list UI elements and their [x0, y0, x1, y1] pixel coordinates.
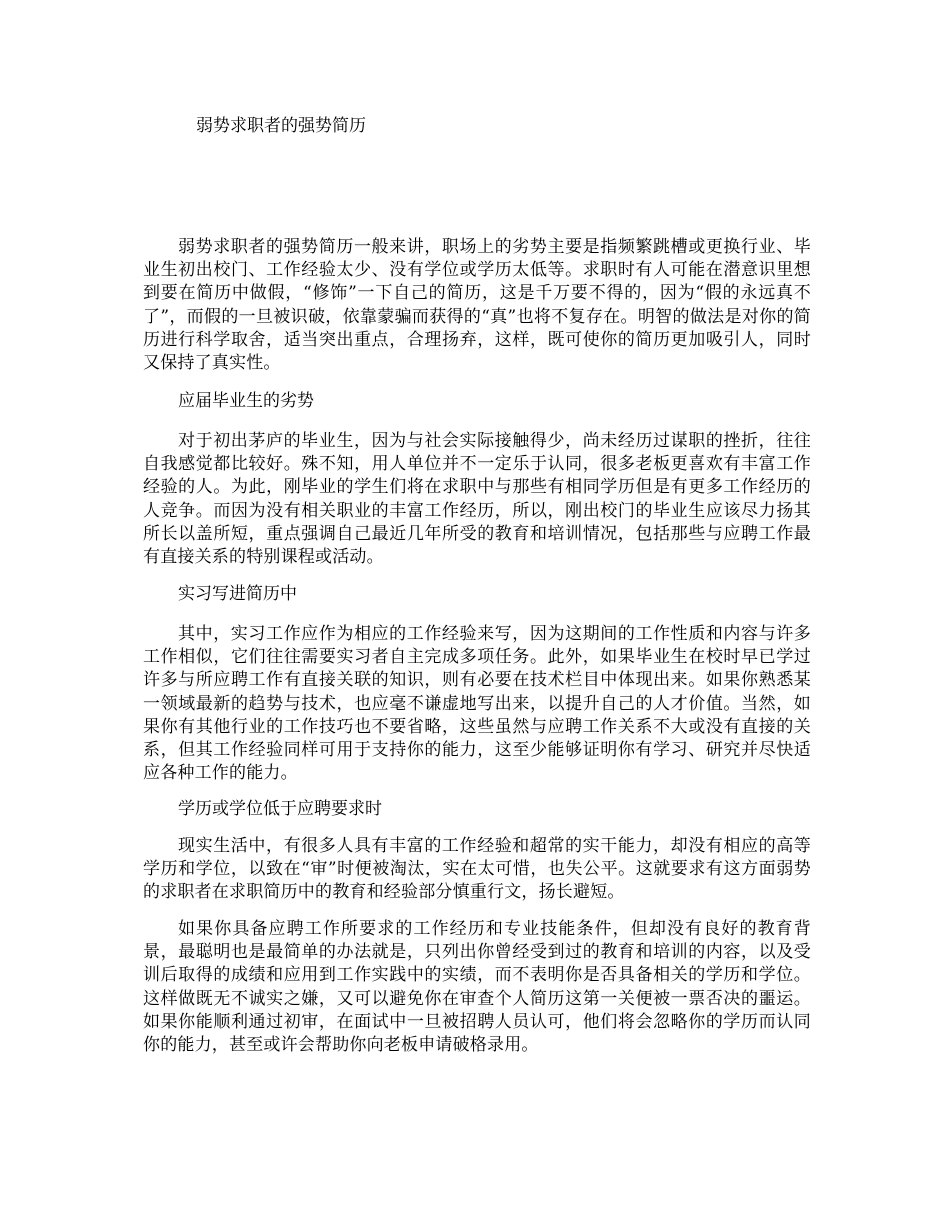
section-heading: 学历或学位低于应聘要求时 — [178, 799, 382, 819]
intro-paragraph: 弱势求职者的强势简历一般来讲，职场上的劣势主要是指频繁跳槽或更换行业、毕业生初出校门、工作经验太少、没有学位或学历太低等。求职时有人可能在潜意识里想到要在简历中做假，“修饰”一下自己的简历，这是千万要不得的，因为“假的永远真不了”，而假的一旦被识破，依靠蒙骗而获得的“真”也将不复存在。明智的做法是对你的简历进行科学取舍，适当突出重点，合理扬弃，这样，既可使你的简历更加吸引人，同时又保持了真实性。 — [143, 237, 811, 374]
section-paragraph: 其中，实习工作应作为相应的工作经验来写，因为这期间的工作性质和内容与许多工作相似，它们往往需要实习者自主完成多项任务。此外，如果毕业生在校时早已学过许多与所应聘工作有直接关联的知识，则有必要在技术栏目中体现出来。如果你熟悉某一领域最新的趋势与技术，也应毫不谦虚地写出来，以提升自己的人才价值。当然，如果你有其他行业的工作技巧也不要省略，这些虽然与应聘工作关系不大或没有直接的关系，但其工作经验同样可用于支持你的能力，这至少能够证明你有学习、研究并尽快适应各种工作的能力。 — [143, 624, 811, 784]
document-title: 弱势求职者的强势简历 — [196, 116, 366, 136]
section-heading: 实习写进简历中 — [178, 584, 297, 604]
section-paragraph: 现实生活中，有很多人具有丰富的工作经验和超常的实干能力，却没有相应的高等学历和学位，以致在“审”时便被淘汰，实在太可惜，也失公平。这就要求有这方面弱势的求职者在求职简历中的教育和经验部分慎重行文，扬长避短。 — [143, 836, 811, 903]
closing-paragraph: 如果你具备应聘工作所要求的工作经历和专业技能条件，但却没有良好的教育背景，最聪明也是最简单的办法就是，只列出你曾经受到过的教育和培训的内容，以及受训后取得的成绩和应用到工作实践中的实绩，而不表明你是否具备相关的学历和学位。这样做既无不诚实之嫌，又可以避免你在审查个人简历这第一关便被一票否决的噩运。如果你能顺利通过初审，在面试中一旦被招聘人员认可，他们将会忽略你的学历而认同你的能力，甚至或许会帮助你向老板申请破格录用。 — [143, 919, 811, 1056]
section-paragraph: 对于初出茅庐的毕业生，因为与社会实际接触得少，尚未经历过谋职的挫折，往往自我感觉都比较好。殊不知，用人单位并不一定乐于认同，很多老板更喜欢有丰富工作经验的人。为此，刚毕业的学生们将在求职中与那些有相同学历但是有更多工作经历的人竞争。而因为没有相关职业的丰富工作经历，所以，刚出校门的毕业生应该尽力扬其所长以盖所短，重点强调自己最近几年所受的教育和培训情况，包括那些与应聘工作最有直接关系的特别课程或活动。 — [143, 431, 811, 568]
section-heading: 应届毕业生的劣势 — [178, 391, 314, 411]
